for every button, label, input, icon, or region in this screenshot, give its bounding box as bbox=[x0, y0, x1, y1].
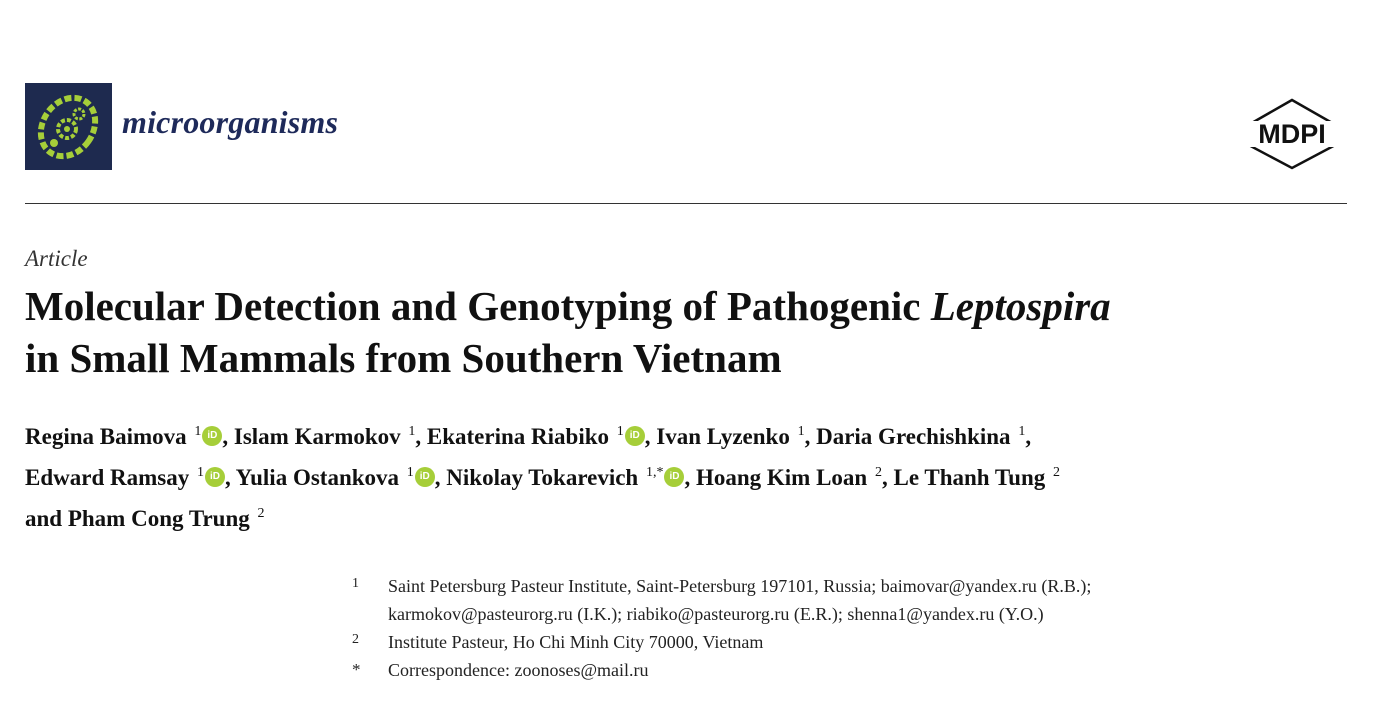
affiliation-text: Saint Petersburg Pasteur Institute, Saint-Petersburg 197101, Russia; baimovar@yandex.ru (R.B.); bbox=[388, 576, 1092, 596]
author-name-text: Yulia Ostankova bbox=[235, 465, 405, 490]
author-name[interactable] bbox=[427, 424, 645, 449]
author-affiliation-sup: 1 bbox=[797, 424, 805, 439]
title-part1: Molecular Detection and Genotyping of Pathogenic bbox=[25, 283, 931, 329]
affiliation-item bbox=[352, 656, 1352, 684]
author-name[interactable] bbox=[696, 465, 882, 490]
author-name-text: Hoang Kim Loan bbox=[695, 465, 873, 490]
author-name-text: Regina Baimova bbox=[25, 424, 193, 449]
author-affiliation-sup: 1 bbox=[408, 424, 416, 439]
publisher-logo-text: MDPI bbox=[1258, 119, 1326, 149]
affiliation-marker: * bbox=[352, 660, 361, 679]
author-name[interactable] bbox=[236, 465, 435, 490]
author-and: and bbox=[25, 506, 68, 531]
author-name-text: Nikolay Tokarevich bbox=[446, 465, 644, 490]
author-name[interactable] bbox=[446, 465, 684, 490]
author-name[interactable] bbox=[25, 465, 225, 490]
affiliation-text: Correspondence: zoonoses@mail.ru bbox=[388, 660, 649, 680]
header-divider bbox=[25, 203, 1347, 204]
affiliation-continuation: karmokov@pasteurorg.ru (I.K.); riabiko@pasteurorg.ru (E.R.); shenna1@yandex.ru (Y.O.) bbox=[388, 604, 1044, 624]
author-name-text: Islam Karmokov bbox=[233, 424, 407, 449]
author-affiliation-sup: 1 bbox=[196, 465, 204, 480]
title-italic: Leptospira bbox=[930, 283, 1111, 329]
author-affiliation-sup: 2 bbox=[257, 506, 265, 521]
affiliation-text: Institute Pasteur, Ho Chi Minh City 70000, Vietnam bbox=[388, 632, 764, 652]
author-name-text: Ekaterina Riabiko bbox=[426, 424, 615, 449]
affiliation-marker: 1 bbox=[352, 576, 359, 591]
author-affiliation-sup: 2 bbox=[874, 465, 882, 480]
author-name-text: Le Thanh Tung bbox=[893, 465, 1051, 490]
author-name-text: Pham Cong Trung bbox=[67, 506, 256, 531]
author-name[interactable] bbox=[816, 424, 1025, 449]
author-affiliation-sup: 1,* bbox=[645, 465, 664, 480]
orcid-icon[interactable]: iD bbox=[202, 426, 222, 446]
author-name[interactable] bbox=[893, 465, 1060, 490]
mdpi-logo-icon bbox=[1237, 98, 1347, 170]
orcid-icon[interactable]: iD bbox=[415, 467, 435, 487]
article-type: Article bbox=[25, 246, 88, 271]
author-affiliation-sup: 1 bbox=[194, 424, 202, 439]
author-name-text: Ivan Lyzenko bbox=[656, 424, 796, 449]
author-name[interactable] bbox=[68, 506, 265, 531]
journal-logo bbox=[25, 83, 112, 170]
author-name[interactable] bbox=[234, 424, 416, 449]
author-name[interactable] bbox=[25, 424, 222, 449]
affiliation-item bbox=[352, 628, 1352, 656]
orcid-icon[interactable]: iD bbox=[625, 426, 645, 446]
title-part2: in Small Mammals from Southern Vietnam bbox=[25, 335, 782, 381]
microbe-logo-icon bbox=[25, 83, 112, 170]
author-name-text: Daria Grechishkina bbox=[816, 424, 1017, 449]
affiliation-item bbox=[352, 572, 1352, 628]
article-title bbox=[25, 280, 1355, 384]
affiliation-marker: 2 bbox=[352, 632, 359, 647]
orcid-icon[interactable]: iD bbox=[664, 467, 684, 487]
affiliations bbox=[352, 572, 1352, 684]
author-name-text: Edward Ramsay bbox=[25, 465, 195, 490]
author-affiliation-sup: 1 bbox=[406, 465, 414, 480]
author-affiliation-sup: 2 bbox=[1052, 465, 1060, 480]
author-affiliation-sup: 1 bbox=[1018, 424, 1026, 439]
author-name[interactable] bbox=[656, 424, 804, 449]
journal-name: microorganisms bbox=[122, 104, 339, 140]
author-list: Regina Baimova $^1$ iD , Islam Karmokov $^1$, Ekaterina Riabiko $^1$ iD , Ivan Lyzenko $^1$, Daria Grechishkina $^1$, Edward Ramsay $^1$ iD , Yulia Ostankova $^1$ iD , Nikolay Tokarevich $^{1,*}$ iD , Hoang Kim Loan $^2$, Le Thanh Tung $^2$ and Pham Cong Trung $^2$ bbox=[25, 424, 1060, 531]
author-affiliation-sup: 1 bbox=[616, 424, 624, 439]
orcid-icon[interactable]: iD bbox=[205, 467, 225, 487]
